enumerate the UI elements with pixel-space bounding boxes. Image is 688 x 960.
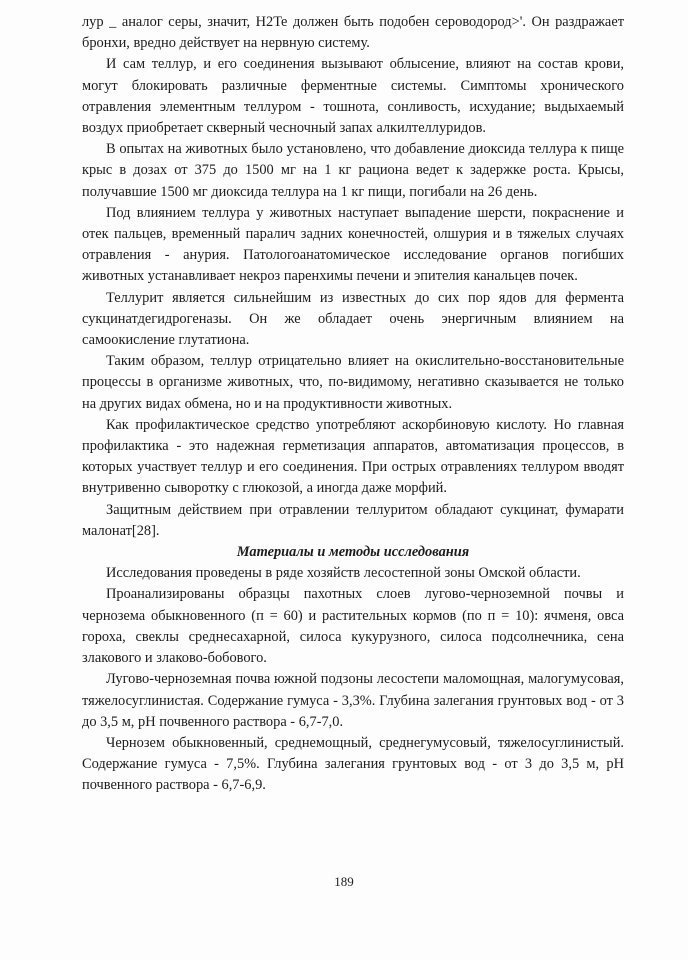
page-body <box>82 12 624 797</box>
paragraph-tellurite-enzyme: Теллурит является сильнейшим из известных до сих пор ядов для фермента сукцинатдегидрогеназы. Он же обладает очень энергичным влиянием на самоокисление глутатиона. <box>82 289 624 349</box>
paragraph-samples: Проанализированы образцы пахотных слоев лугово-черноземной почвы и чернозема обыкновенного (п = 60) и растительных кормов (по п = 10): ячменя, овса гороха, свеклы среднесахарной, силоса кукурузного, силоса подсолнечника, сена злакового и злаково-бобового. <box>82 586 624 667</box>
paragraph-animal-symptoms: Под влиянием теллура у животных наступает выпадение шерсти, покраснение и отек пальцев, временный паралич задних конечностей, олшурия и в тяжелых случаях отравления - анурия. Патологоанатомическое исследование органов погибших животных устанавливает некроз паренхимы печени и эпителия канальцев почек. <box>82 204 624 285</box>
paragraph-protective-agents: Защитным действием при отравлении теллуритом обладают сукцинат, фумарати малонат[28]. <box>82 501 624 539</box>
paragraph-study-location: Исследования проведены в ряде хозяйств лесостепной зоны Омской области. <box>106 565 581 582</box>
section-heading: Материалы и методы исследования <box>236 544 470 561</box>
paragraph-tellurium-effects: И сам теллур, и его соединения вызывают облысение, влияют на состав крови, могут блокировать различные ферментные системы. Симптомы хронического отравления элементным теллуром - тошнота, сонливость, исхудание; выдыхаемый воздух приобретает скверный чесночный запах алкилтеллуридов. <box>82 56 624 137</box>
paragraph-animal-experiments: В опытах на животных было установлено, что добавление диоксида теллура к пище крыс в дозах от 375 до 1500 мг на 1 кг рациона ведет к задержке роста. Крысы, получавшие 1500 мг диоксида теллура на 1 кг пищи, погибали на 26 день. <box>82 141 624 200</box>
paragraph-chernozem: Чернозем обыкновенный, среднемощный, среднегумусовый, тяжелосуглинистый. Содержание гумуса - 7,5%. Глубина залегания грунтовых вод - от 3 до 3,5 м, pH почвенного раствора - 6,7-6,9. <box>82 734 624 794</box>
paragraph-continued: лур _ аналог серы, значит, H2Te должен быть подобен сероводород>'. Он раздражает бронхи, вредно действует на нервную систему. <box>82 14 624 52</box>
paragraph-meadow-soil: Лугово-черноземная почва южной подзоны лесостепи маломощная, малогумусовая, тяжелосуглинистая. Содержание гумуса - 3,3%. Глубина залегания грунтовых вод - от 3 до 3,5 м, pH почвенного раствора - 6,7-7,0. <box>82 671 624 730</box>
paragraph-prevention: Как профилактическое средство употребляют аскорбиновую кислоту. Но главная профилактика - это надежная герметизация аппаратов, автоматизация процессов, в которых участвует теллур и его соединения. При острых отравлениях теллуром вводят внутривенно сыворотку с глюкозой, а иногда даже морфий. <box>82 416 624 497</box>
paragraph-redox-effects: Таким образом, теллур отрицательно влияет на окислительно-восстановительные процессы в организме животных, что, по-видимому, негативно сказывается не только на других видах обмена, но и на продуктивности животных. <box>82 353 624 412</box>
page-number: 189 <box>334 874 354 889</box>
